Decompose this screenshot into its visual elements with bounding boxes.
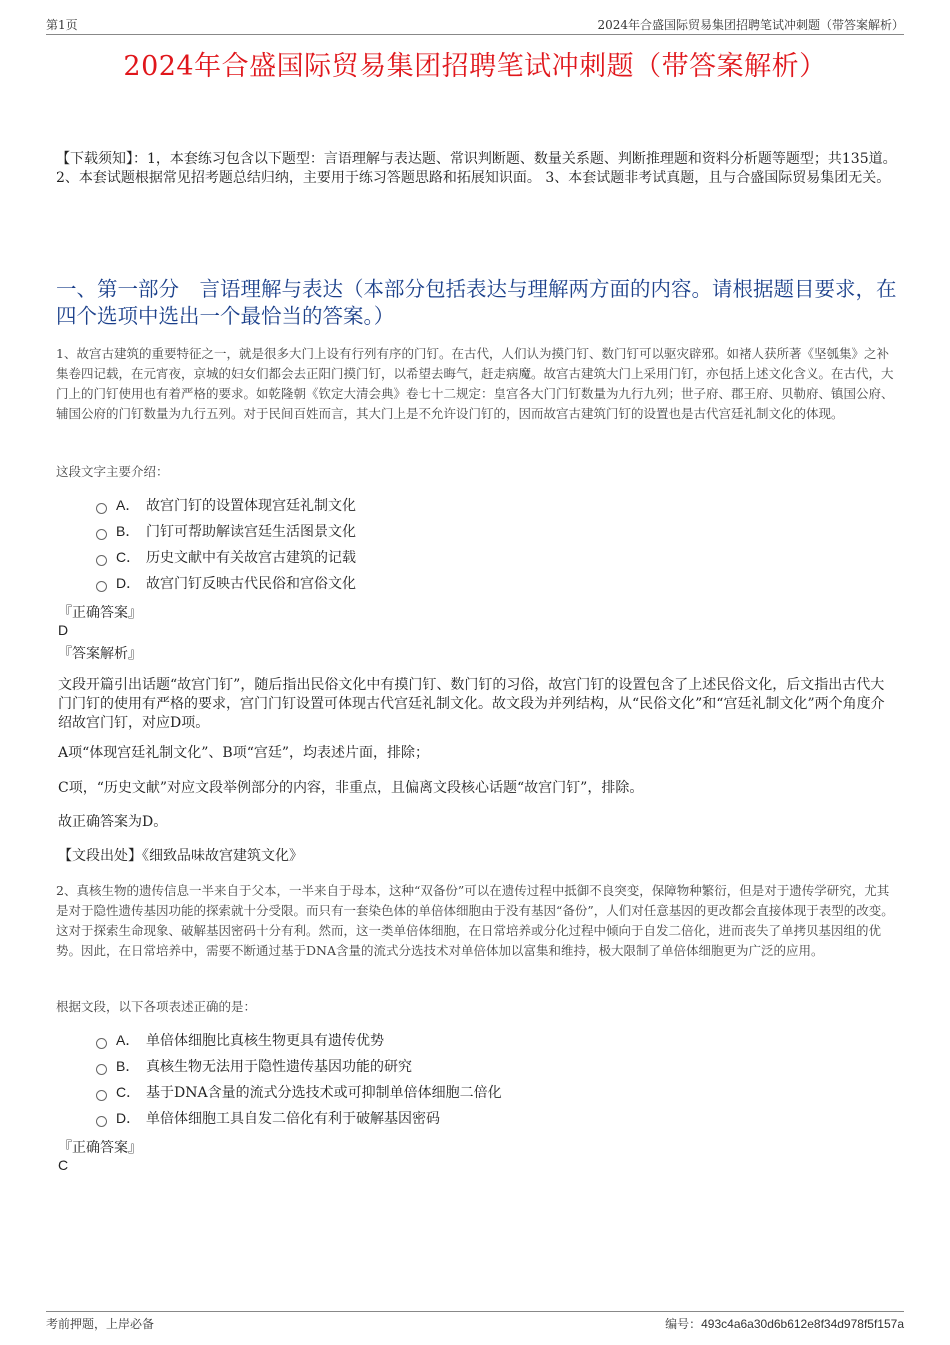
question-2-option-b[interactable] [96,1053,502,1079]
option-letter: D． [116,1110,141,1126]
radio-icon[interactable] [96,555,107,566]
question-1-option-c[interactable] [96,544,356,570]
question-1-answer: D [58,622,69,638]
radio-icon[interactable] [96,1038,107,1049]
option-text: 历史文献中有关故宫古建筑的记载 [146,550,356,566]
question-1-analysis-p2: A项“体现宫廷礼制文化”、B项“宫廷”，均表述片面，排除； [58,745,430,761]
radio-icon[interactable] [96,581,107,592]
question-2-options [96,1027,502,1131]
question-2-answer-label: 『正确答案』 [58,1140,142,1156]
option-text: 单倍体细胞工具自发二倍化有利于破解基因密码 [146,1111,440,1127]
option-letter: B． [116,523,140,539]
option-text: 门钉可帮助解读宫廷生活图景文化 [146,524,356,540]
option-letter: B． [116,1058,140,1074]
radio-icon[interactable] [96,1090,107,1101]
question-1-analysis-p4: 故正确答案为D。 [58,814,168,830]
document-code [665,1315,904,1332]
footer-slogan: 考前押题，上岸必备 [46,1317,155,1331]
option-text: 单倍体细胞比真核生物更具有遗传优势 [146,1033,384,1049]
question-1-analysis-p3: C项，“历史文献”对应文段举例部分的内容，非重点，且偏离文段核心话题“故宫门钉”，排除。 [58,780,644,796]
option-letter: C． [116,1084,141,1100]
document-title: 2024年合盛国际贸易集团招聘笔试冲刺题（带答案解析） [123,51,827,82]
page-number: 第1页 [46,18,78,32]
question-1-analysis-p1: 文段开篇引出话题“故宫门钉”，随后指出民俗文化中有摸门钉、数门钉的习俗，故宫门钉的设置包含了上述民俗文化，后文指出古代大门门钉的使用有严格的要求，宫门门钉设置可体现古代宫廷礼制文化。故文段为并列结构，从“民俗文化”和“宫廷礼制文化”两个角度介绍故宫门钉，对应D项。 [58,677,885,731]
radio-icon[interactable] [96,529,107,540]
question-2-prompt: 根据文段，以下各项表述正确的是： [56,999,257,1014]
radio-icon[interactable] [96,1064,107,1075]
question-1-option-b[interactable] [96,518,356,544]
question-2-option-c[interactable] [96,1079,502,1105]
option-text: 故宫门钉的设置体现宫廷礼制文化 [146,498,356,514]
download-notice: 【下载须知】：1，本套练习包含以下题型：言语理解与表达题、常识判断题、数量关系题、判断推理题和资料分析题等题型；共135道。 2、本套试题根据常见招考题总结归纳，主要用于练习答题思路和拓展知识面。 3、本套试题非考试真题，且与合盛国际贸易集团无关。 [56,151,897,186]
question-2-answer: C [58,1157,69,1173]
option-letter: C． [116,549,141,565]
question-1-source: 【文段出处】《细致品味故宫建筑文化》 [58,848,303,864]
option-text: 真核生物无法用于隐性遗传基因功能的研究 [146,1059,412,1075]
question-1-analysis-label: 『答案解析』 [58,646,142,662]
header-doc-title: 2024年合盛国际贸易集团招聘笔试冲刺题（带答案解析） [597,18,904,32]
radio-icon[interactable] [96,1116,107,1127]
question-1-option-a[interactable] [96,492,356,518]
code-value: 493c4a6a30d6b612e8f34d978f5f157a [701,1317,904,1331]
question-2-option-d[interactable] [96,1105,502,1131]
section-heading: 一、第一部分 言语理解与表达（本部分包括表达与理解两方面的内容。请根据题目要求，在四个选项中选出一个最恰当的答案。） [56,277,897,328]
question-2-option-a[interactable] [96,1027,502,1053]
page-header [46,14,904,35]
question-1-answer-label: 『正确答案』 [58,605,142,621]
option-text: 故宫门钉反映古代民俗和宫俗文化 [146,576,356,592]
option-letter: A． [116,497,140,513]
question-2-stem: 2、真核生物的遗传信息一半来自于父本，一半来自于母本，这种“双备份”可以在遗传过程中抵御不良突变，保障物种繁衍，但是对于遗传学研究，尤其是对于隐性遗传基因功能的探索就十分受限。而只有一套染色体的单倍体细胞由于没有基因“备份”，人们对任意基因的更改都会直接体现于表型的改变。这对于探索生命现象、破解基因密码十分有利。然而，这一类单倍体细胞，在日常培养或分化过程中倾向于自发二倍化，进而丧失了单拷贝基因组的优势。因此，在日常培养中，需要不断通过基于DNA含量的流式分选技术对单倍体加以富集和维持，极大限制了单倍体细胞更为广泛的应用。 [56,883,894,958]
option-text: 基于DNA含量的流式分选技术或可抑制单倍体细胞二倍化 [146,1085,502,1101]
question-1-options [96,492,356,596]
option-letter: D． [116,575,141,591]
question-1-prompt: 这段文字主要介绍： [56,464,169,479]
code-label: 编号： [665,1317,702,1331]
page-footer [46,1311,904,1334]
radio-icon[interactable] [96,503,107,514]
question-1-stem: 1、故宫古建筑的重要特征之一，就是很多大门上设有行列有序的门钉。在古代，人们认为摸门钉、数门钉可以驱灾辟邪。如褚人获所著《坚瓠集》之补集卷四记载，在元宵夜，京城的妇女们都会去正阳门摸门钉，以希望去晦气，赶走病魔。故宫古建筑大门上采用门钉，亦包括上述文化含义。在古代，大门上的门钉使用也有着严格的要求。如乾隆朝《钦定大清会典》卷七十二规定：皇宫各大门门钉数量为九行九列；世子府、郡王府、贝勒府、镇国公府、辅国公府的门钉数量为九行五列。对于民间百姓而言，其大门上是不允许设门钉的，因而故宫古建筑门钉的设置也是古代宫廷礼制文化的体现。 [56,346,894,421]
question-1-option-d[interactable] [96,570,356,596]
option-letter: A． [116,1032,140,1048]
